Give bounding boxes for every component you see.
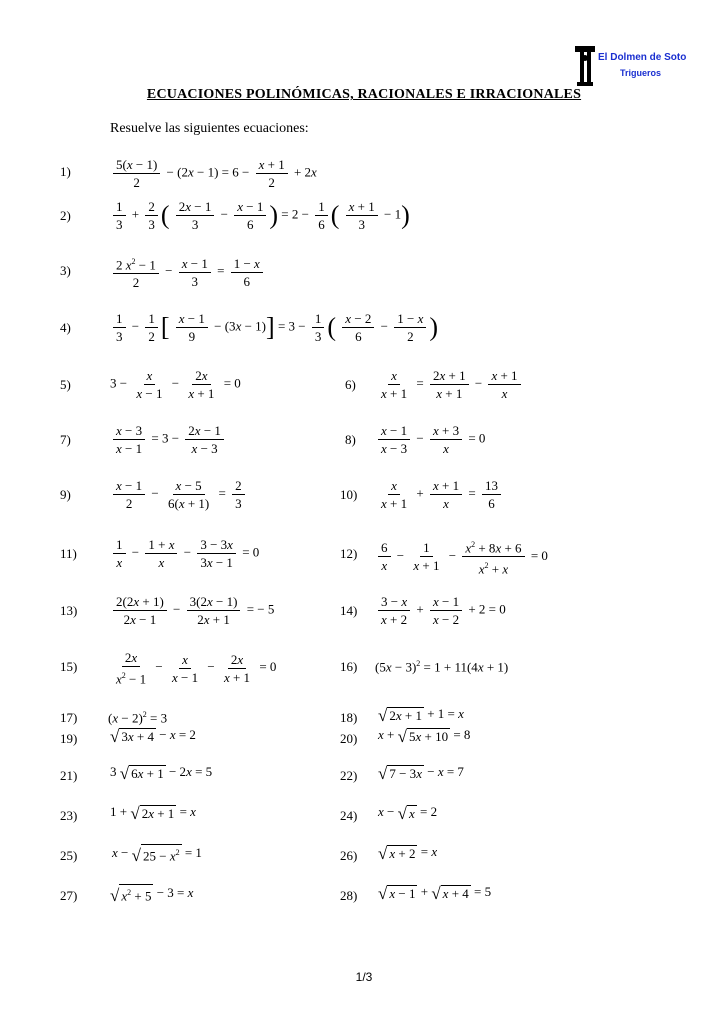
problem-number: 23) bbox=[60, 808, 78, 823]
equation-9: $\frac{x - 1}{2}$ − $\frac{x - 5}{6(x + 1)}$ = $\frac{2}{3}$ bbox=[110, 477, 248, 512]
equation-8: $\frac{x - 1}{x - 3}$ − $\frac{x + 3}{x}$ = 0 bbox=[375, 422, 485, 457]
equation-1: $\frac{5(x - 1)}{2}$ − (2x − 1) = 6 − $\frac{x + 1}{2}$ + 2x bbox=[110, 156, 317, 191]
problem-number: 10) bbox=[340, 487, 358, 502]
problem-number: 12) bbox=[340, 546, 358, 561]
problem-number: 14) bbox=[340, 603, 358, 618]
problem-number: 1) bbox=[60, 164, 71, 179]
page-title: ECUACIONES POLINÓMICAS, RACIONALES E IRRACIONALES bbox=[146, 87, 582, 102]
problem-number: 26) bbox=[340, 848, 358, 863]
problem-number: 7) bbox=[60, 432, 71, 447]
equation-4: $\frac{1}{3}$ − $\frac{1}{2}$ [ $\frac{x - 1}{9}$ − (3x − 1)] = 3 − $\frac{1}{3}$ ( $\frac{x - 2}{6}$ − $\frac{1 - x}{2}$ ) bbox=[110, 310, 438, 345]
problem-number: 13) bbox=[60, 603, 78, 618]
problem-number: 5) bbox=[60, 377, 71, 392]
equation-2: $\frac{1}{3}$ + $\frac{2}{3}$ ( $\frac{2x - 1}{3}$ − $\frac{x - 1}{6}$ ) = 2 − $\frac{1}{6}$ ( $\frac{x + 1}{3}$ − 1) bbox=[110, 198, 410, 233]
equation-20: x + √ 5x + 10 = 8 bbox=[378, 726, 471, 746]
equation-13: $\frac{2(2x + 1)}{2x - 1}$ − $\frac{3(2x - 1)}{2x + 1}$ = − 5 bbox=[110, 593, 274, 628]
equation-18: √ 2x + 1 + 1 = x bbox=[378, 705, 464, 725]
equation-15: $\frac{2x}{x^2 - 1}$ − $\frac{x}{x - 1}$ − $\frac{2x}{x + 1}$ = 0 bbox=[116, 650, 277, 687]
equation-11: $\frac{1}{x}$ − $\frac{1 + x}{x}$ − $\frac{3 - 3x}{3x - 1}$ = 0 bbox=[110, 536, 259, 571]
problem-number: 27) bbox=[60, 888, 78, 903]
equation-14: $\frac{3 - x}{x + 2}$ + $\frac{x - 1}{x - 2}$ + 2 = 0 bbox=[375, 593, 506, 628]
equation-23: 1 + √ 2x + 1 = x bbox=[110, 803, 196, 823]
problem-number: 4) bbox=[60, 320, 71, 335]
equation-25: x − √ $25 - x^2$ = 1 bbox=[112, 845, 202, 866]
logo-subtitle: Trigueros bbox=[620, 68, 662, 78]
instructions: Resuelve las siguientes ecuaciones: bbox=[110, 121, 309, 136]
equation-21: 3 √ 6x + 1 − 2x = 5 bbox=[110, 763, 213, 783]
equation-28: √ x − 1 + √ x + 4 = 5 bbox=[378, 883, 492, 903]
problem-number: 11) bbox=[60, 546, 77, 561]
equation-24: x − √ x = 2 bbox=[378, 803, 438, 823]
equation-3: $\frac{2 x^2 - 1}{2}$ − $\frac{x - 1}{3}$ = $\frac{1 - x}{6}$ bbox=[110, 253, 266, 291]
logo bbox=[572, 44, 712, 89]
problem-number: 21) bbox=[60, 768, 78, 783]
problem-number: 19) bbox=[60, 731, 78, 746]
equation-10: $\frac{x}{x + 1}$ + $\frac{x + 1}{x}$ = $\frac{13}{6}$ bbox=[375, 477, 504, 512]
equation-26: √ x + 2 = x bbox=[378, 843, 438, 863]
problem-number: 28) bbox=[340, 888, 358, 903]
problem-number: 20) bbox=[340, 731, 358, 746]
equation-19: √ 3x + 4 − x = 2 bbox=[110, 726, 196, 746]
logo-title: El Dolmen de Soto bbox=[598, 52, 687, 63]
problem-number: 17) bbox=[60, 710, 78, 725]
equation-12: $\frac{6}{x}$ − $\frac{1}{x + 1}$ − $\frac{x^2 + 8x + 6}{x^2 + x}$ = 0 bbox=[375, 536, 548, 578]
equation-22: √ 7 − 3x − x = 7 bbox=[378, 763, 464, 783]
problem-number: 9) bbox=[60, 487, 71, 502]
equation-6: $\frac{x}{x + 1}$ = $\frac{2x + 1}{x + 1}$ − $\frac{x + 1}{x}$ bbox=[375, 367, 524, 402]
problem-number: 25) bbox=[60, 848, 78, 863]
equation-27: √ $x^2 + 5$ − 3 = x bbox=[110, 885, 194, 906]
problem-number: 16) bbox=[340, 659, 358, 674]
problem-number: 18) bbox=[340, 710, 358, 725]
equation-5: 3 − $\frac{x}{x - 1}$ − $\frac{2x}{x + 1}$ = 0 bbox=[110, 368, 241, 401]
equation-7: $\frac{x - 3}{x - 1}$ = 3 − $\frac{2x - 1}{x - 3}$ bbox=[110, 422, 227, 457]
problem-number: 2) bbox=[60, 208, 71, 223]
equation-17: $(x - 2)^2 = 3$ bbox=[108, 710, 168, 726]
problem-number: 8) bbox=[345, 432, 356, 447]
problem-number: 24) bbox=[340, 808, 358, 823]
problem-number: 6) bbox=[345, 377, 356, 392]
dolmen-figure-icon bbox=[572, 44, 598, 89]
problem-number: 22) bbox=[340, 768, 358, 783]
problem-number: 15) bbox=[60, 659, 78, 674]
equation-16: $(5x - 3)^2 = 1 + 11(4x + 1)$ bbox=[375, 659, 509, 675]
page-number: 1/3 bbox=[355, 970, 373, 984]
problem-number: 3) bbox=[60, 263, 71, 278]
